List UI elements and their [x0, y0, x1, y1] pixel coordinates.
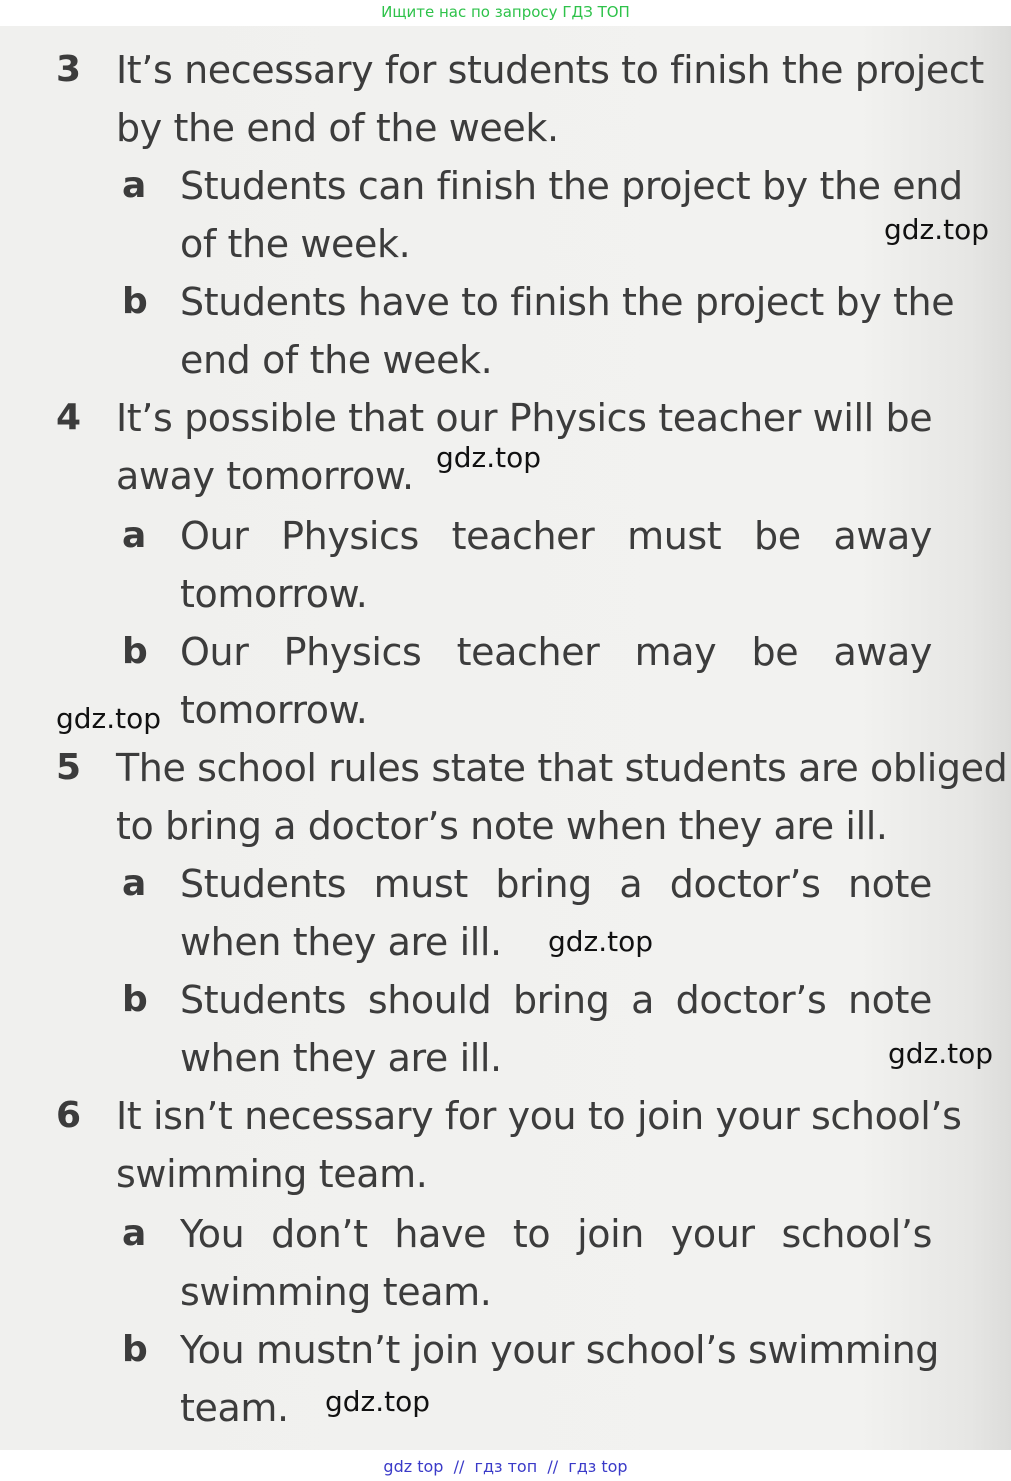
question-text: by the end of the week.: [116, 106, 559, 150]
question-text: It isn’t necessary for you to join your school’s: [116, 1094, 962, 1138]
option-text: You mustn’t join your school’s swimming: [180, 1328, 939, 1372]
option-letter: a: [122, 165, 147, 206]
option-text: when they are ill.: [180, 920, 502, 964]
option-letter: b: [122, 1329, 148, 1370]
option-text: Students have to finish the project by the: [180, 280, 955, 324]
option-text: tomorrow.: [180, 688, 368, 732]
question-text: The school rules state that students are obliged: [116, 746, 1008, 790]
textbook-page: [0, 26, 1011, 1450]
question-number: 5: [56, 747, 82, 788]
question-number: 6: [56, 1095, 82, 1136]
question-text: It’s necessary for students to finish the project: [116, 48, 984, 92]
option-text: Students should bring a doctor’s note: [180, 978, 932, 1022]
option-text: team.: [180, 1386, 289, 1430]
option-text: of the week.: [180, 222, 411, 266]
option-text: end of the week.: [180, 338, 493, 382]
top-banner: [0, 0, 1011, 24]
option-letter: b: [122, 631, 148, 672]
question-text: to bring a doctor’s note when they are ill.: [116, 804, 888, 848]
option-letter: b: [122, 979, 148, 1020]
option-text: Students must bring a doctor’s note: [180, 862, 932, 906]
watermark: gdz.top: [436, 441, 542, 474]
option-text: when they are ill.: [180, 1036, 502, 1080]
option-text: Our Physics teacher must be away: [180, 514, 932, 558]
option-text: Our Physics teacher may be away: [180, 630, 932, 674]
option-letter: b: [122, 281, 148, 322]
question-text: It’s possible that our Physics teacher will be: [116, 396, 933, 440]
question-number: 3: [56, 49, 82, 90]
option-text: swimming team.: [180, 1270, 492, 1314]
option-text: You don’t have to join your school’s: [180, 1212, 932, 1256]
watermark: gdz.top: [325, 1385, 431, 1418]
option-text: tomorrow.: [180, 572, 368, 616]
option-letter: a: [122, 1213, 147, 1254]
top-banner-text: Ищите нас по запросу ГДЗ ТОП: [381, 3, 630, 21]
bottom-banner: [0, 1454, 1011, 1480]
question-text: swimming team.: [116, 1152, 428, 1196]
watermark: gdz.top: [548, 925, 654, 958]
watermark: gdz.top: [888, 1037, 994, 1070]
option-letter: a: [122, 863, 147, 904]
question-text: away tomorrow.: [116, 454, 414, 498]
question-number: 4: [56, 397, 82, 438]
bottom-banner-text: gdz top // гдз топ // гдз top: [383, 1457, 628, 1476]
watermark: gdz.top: [56, 702, 162, 735]
option-text: Students can finish the project by the end: [180, 164, 963, 208]
watermark: gdz.top: [884, 213, 990, 246]
option-letter: a: [122, 515, 147, 556]
